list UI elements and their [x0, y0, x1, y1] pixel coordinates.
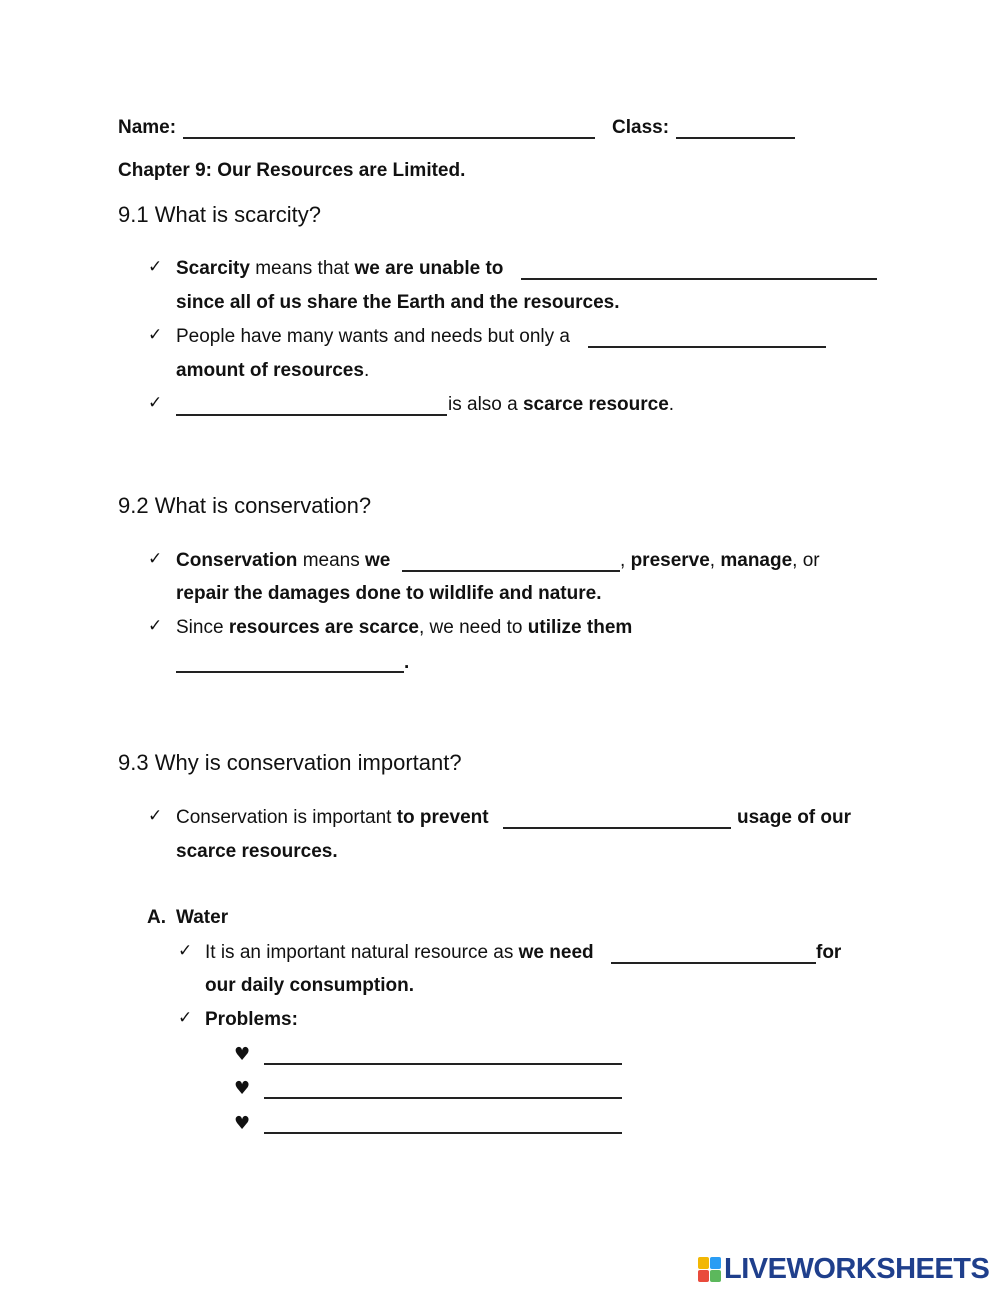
sub-a-bullet2 — [205, 1009, 298, 1031]
name-label: Name: — [118, 117, 177, 138]
term-scarcity: Scarcity — [176, 258, 250, 279]
sub-a-b1-line2-text: our daily consumption. — [205, 975, 415, 996]
heart-icon: ♥ — [234, 1113, 251, 1134]
s3-bullet1-line1b — [737, 807, 851, 829]
s1-b3-bold: scarce resource — [522, 394, 669, 415]
sub-a-b1-bold1: we need — [518, 942, 594, 963]
problems-label: Problems: — [205, 1009, 298, 1030]
class-row — [612, 117, 669, 139]
s1-b2-blank[interactable] — [588, 324, 826, 348]
s2-bullet1-line2 — [176, 583, 601, 605]
class-input[interactable] — [676, 115, 795, 139]
check-icon: ✓ — [148, 549, 163, 569]
name-row — [118, 117, 176, 139]
term-conservation: Conservation — [176, 550, 298, 571]
s3-b1-bold1: to prevent — [396, 807, 489, 828]
section-heading-9-2: 9.2 What is conservation? — [118, 493, 372, 518]
problem-blank-2[interactable] — [264, 1075, 622, 1099]
sub-a-letter: A. — [147, 907, 166, 928]
tile-icon — [698, 1270, 709, 1282]
s2-b2-text1: Since — [176, 617, 229, 638]
name-input[interactable] — [183, 115, 595, 139]
s1-b2-text: People have many wants and needs but only a — [176, 326, 570, 347]
s1-b3-period: . — [668, 394, 675, 415]
check-icon: ✓ — [148, 257, 163, 277]
sub-a-b1-blank[interactable] — [611, 940, 816, 964]
s1-b3-text: is also a — [448, 394, 523, 415]
s1-bullet2-line1 — [176, 326, 570, 348]
s2-b1-comma2: , — [709, 550, 721, 571]
sub-a-bullet1-line2 — [205, 975, 414, 997]
s1-bullet3 — [448, 394, 674, 416]
sub-a-title-text: Water — [176, 907, 229, 928]
heart-icon: ♥ — [234, 1044, 251, 1065]
check-icon: ✓ — [148, 393, 163, 413]
s3-bullet1-line1a — [176, 807, 489, 829]
section-heading-9-1: 9.1 What is scarcity? — [118, 202, 321, 227]
chapter-title — [118, 160, 465, 182]
s3-b1-line2-text: scarce resources. — [176, 841, 338, 862]
term-manage: manage — [720, 550, 793, 571]
section-heading-9-3: 9.3 Why is conservation important? — [118, 750, 462, 775]
s2-b2-end: . — [404, 652, 410, 673]
s1-bullet1-line2 — [176, 292, 620, 314]
s2-b1-blank[interactable] — [402, 548, 620, 572]
check-icon: ✓ — [148, 806, 163, 826]
s2-b1-we: we — [365, 550, 391, 571]
s1-b1-line2-text: since all of us share the Earth and the resources. — [176, 292, 620, 313]
brand-name: LIVEWORKSHEETS — [724, 1253, 990, 1285]
chapter-title-text: Chapter 9: Our Resources are Limited. — [118, 160, 466, 181]
s2-b2-bold2: utilize them — [527, 617, 633, 638]
s3-b1-blank[interactable] — [503, 805, 731, 829]
term-preserve: preserve — [630, 550, 710, 571]
s3-b1-bold2: usage of our — [737, 807, 852, 828]
sub-a-bullet1-line1a — [205, 942, 594, 964]
s2-b1-text: means — [297, 550, 366, 571]
s3-b1-text: Conservation is important — [176, 807, 397, 828]
problem-blank-1[interactable] — [264, 1041, 622, 1065]
s2-bullet2-line1 — [176, 617, 632, 639]
tile-icon — [710, 1270, 721, 1282]
tile-icon — [698, 1257, 709, 1269]
s1-b1-text: means that — [249, 258, 355, 279]
s1-b1-blank[interactable] — [521, 256, 877, 280]
check-icon: ✓ — [178, 1008, 193, 1028]
heart-icon: ♥ — [234, 1078, 251, 1099]
check-icon: ✓ — [148, 325, 163, 345]
s1-bullet2-line2 — [176, 360, 369, 382]
s1-b1-bold: we are unable to — [354, 258, 504, 279]
check-icon: ✓ — [148, 616, 163, 636]
check-icon: ✓ — [178, 941, 193, 961]
s2-b1-line2-text: repair the damages done to wildlife and nature. — [176, 583, 602, 604]
sub-a-b1-text: It is an important natural resource as — [205, 942, 519, 963]
class-label: Class: — [612, 117, 670, 138]
s3-bullet1-line2 — [176, 841, 338, 863]
s2-bullet1-line1b — [620, 550, 820, 572]
s1-bullet1-line1 — [176, 258, 503, 280]
s2-b2-text2: , we need to — [418, 617, 528, 638]
s2-b1-or: , or — [792, 550, 820, 571]
s2-b2-bold1: resources are scarce — [228, 617, 419, 638]
tile-icon — [710, 1257, 721, 1269]
s2-bullet1-line1a — [176, 550, 390, 572]
problem-blank-3[interactable] — [264, 1110, 622, 1134]
sub-a-b1-bold2: for — [816, 942, 842, 963]
s1-b2-bold: amount of resources — [176, 360, 364, 381]
s2-b2-blank[interactable] — [176, 649, 404, 673]
s1-b3-blank[interactable] — [176, 392, 447, 416]
logo-tiles-icon — [698, 1257, 722, 1283]
s1-b2-period: . — [363, 360, 370, 381]
s2-b1-comma1: , — [620, 550, 631, 571]
sub-a-heading — [147, 907, 166, 929]
sub-a-title — [176, 907, 228, 929]
sub-a-bullet1-line1b — [816, 942, 841, 964]
